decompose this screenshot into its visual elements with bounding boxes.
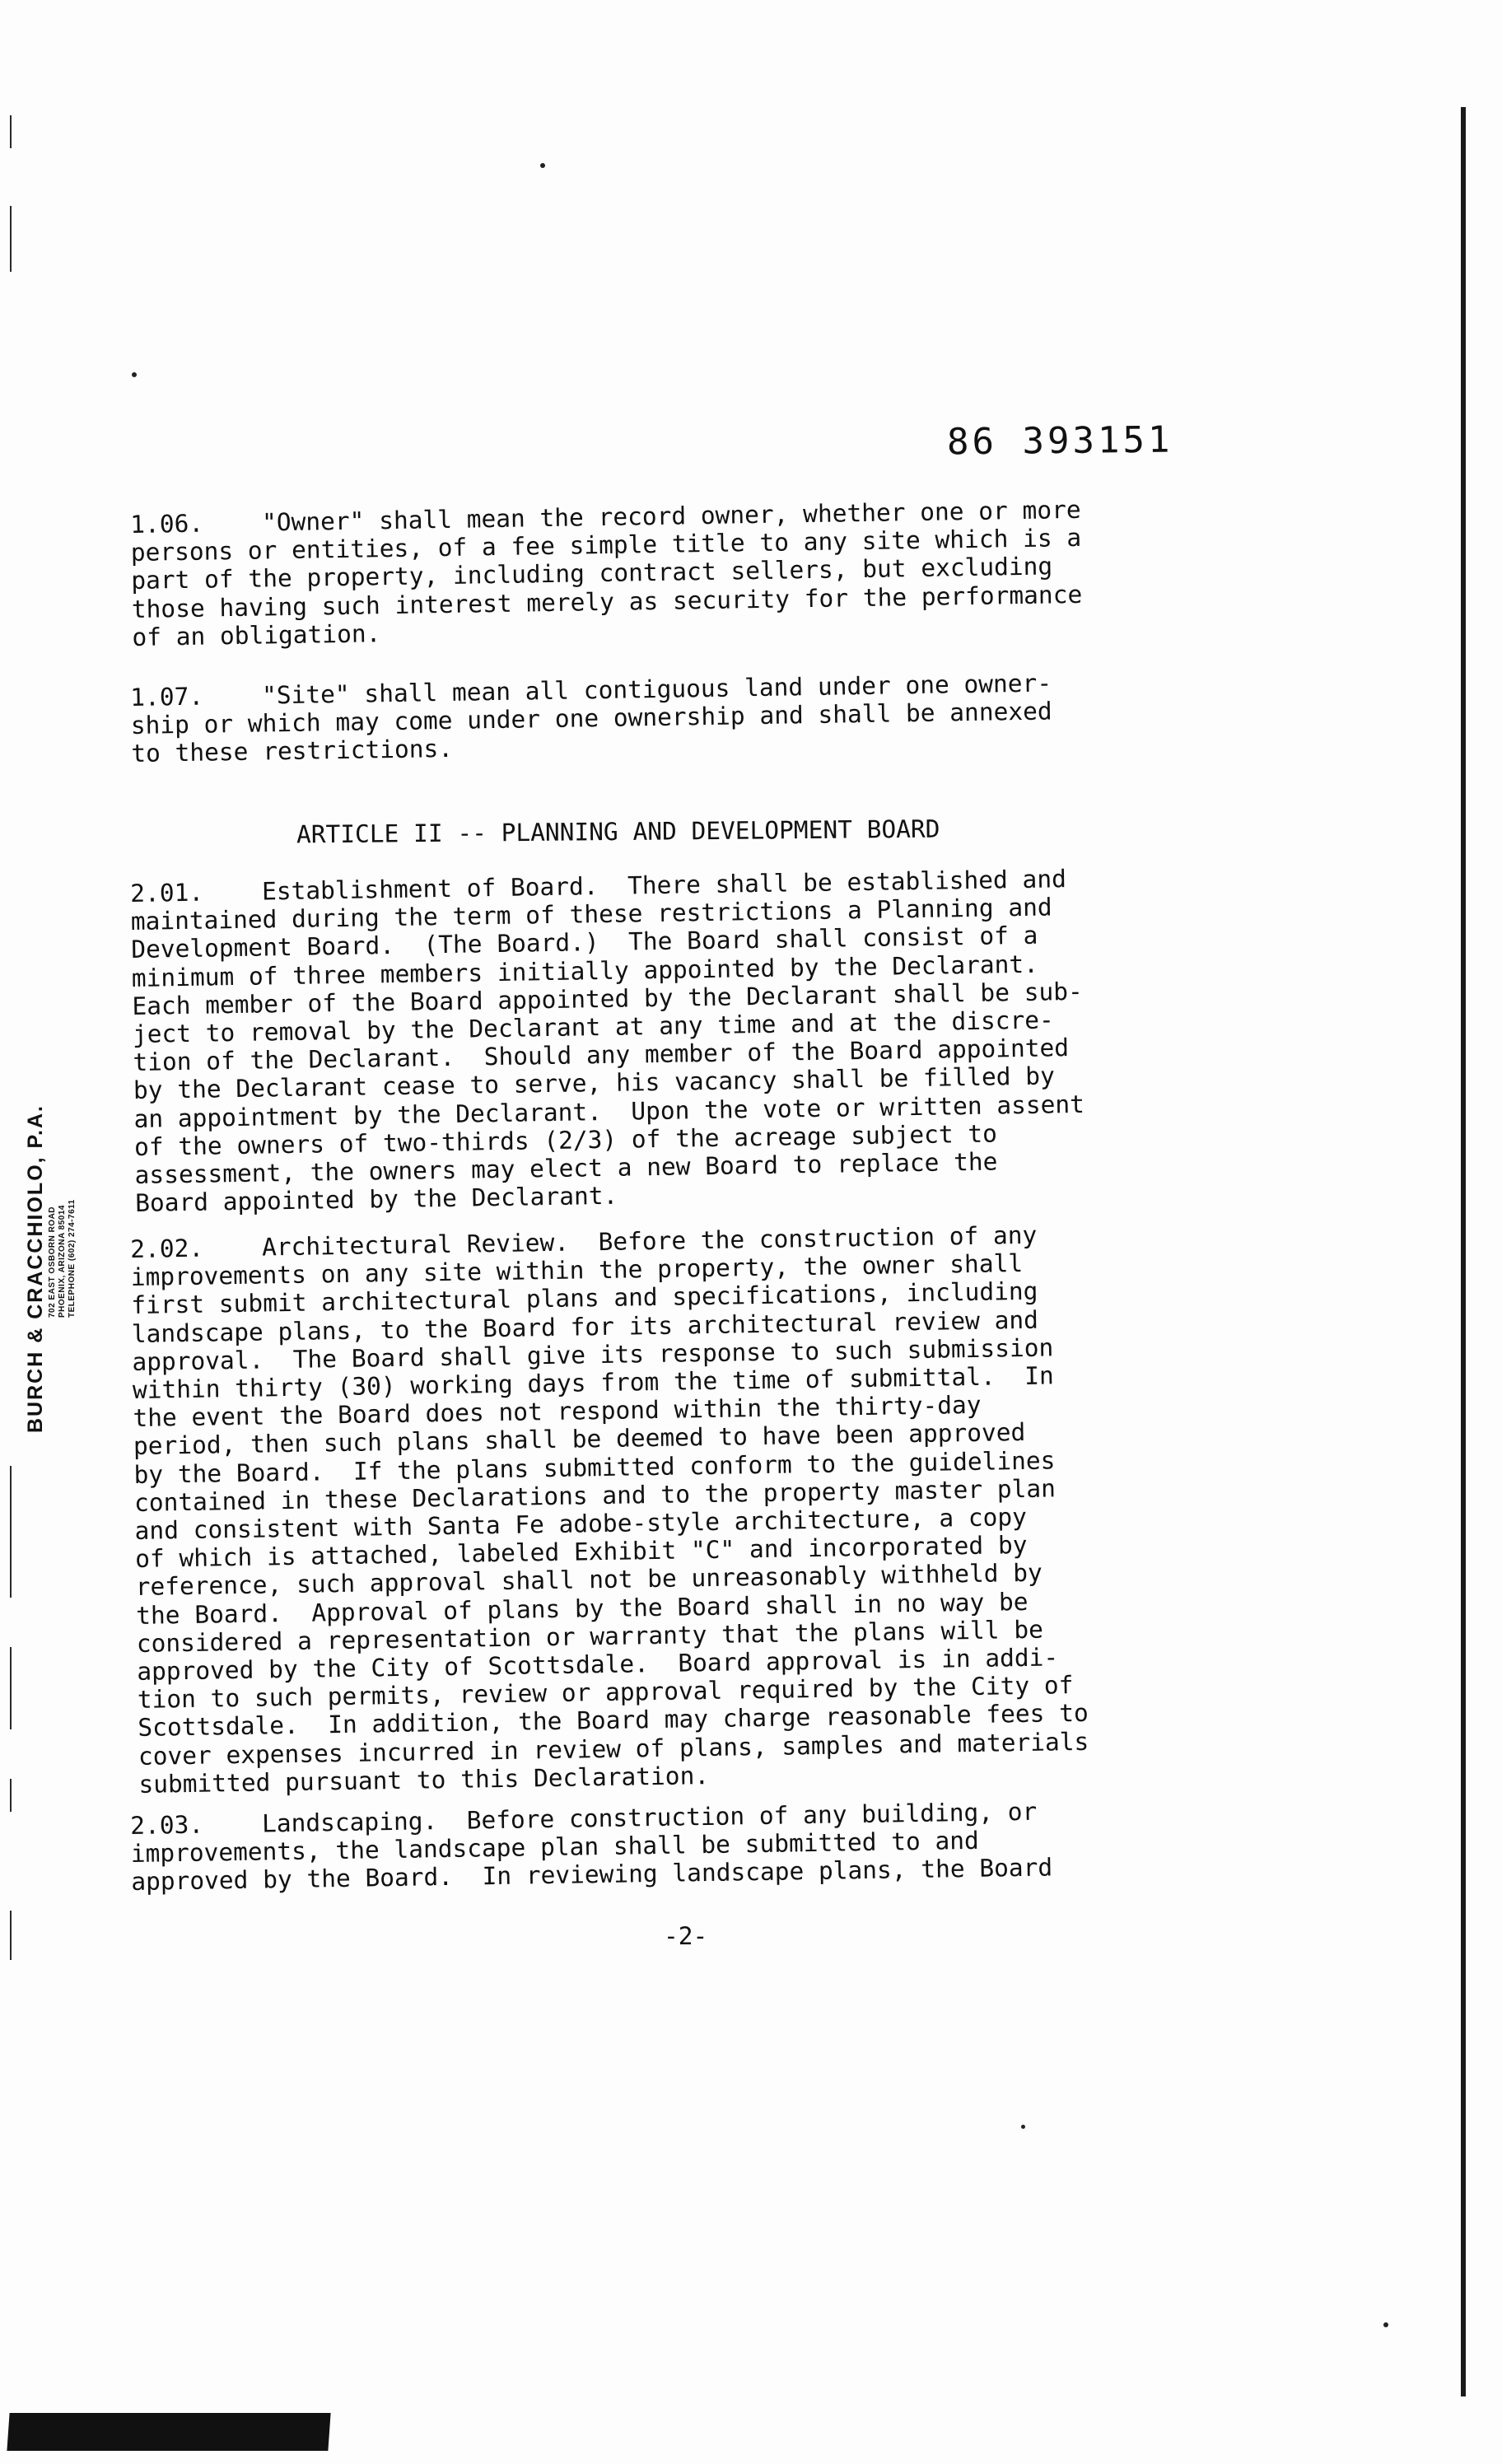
firm-name: BURCH & CRACCHIOLO, P.A. <box>24 1104 47 1433</box>
firm-address: 702 EAST OSBORN ROAD <box>48 1206 57 1318</box>
scan-bottom-bar <box>7 2413 330 2451</box>
scan-mark-left <box>10 1466 12 1598</box>
firm-city: PHOENIX, ARIZONA 85014 <box>58 1205 67 1318</box>
paragraph-2-03: 2.03. Landscaping. Before construction of any building, or improvements, the landscape plan shall be submitted to and approved by the Board. In reviewing landscape plans, the Board <box>130 1797 1053 1897</box>
firm-phone: TELEPHONE (602) 274-7611 <box>68 1199 77 1318</box>
page-number: -2- <box>664 1922 708 1950</box>
paragraph-1-07: 1.07. "Site" shall mean all contiguous land under one owner- ship or which may come under one ownership and shall be annexed to these restrictions. <box>130 669 1052 768</box>
paragraph-2-01: 2.01. Establishment of Board. There shall be established and maintained during the term of these restrictions a Planning and Development Board. (The Board.) The Board shall consist of a minimum of three members initially appointed by the Declarant. Each member of the Board appointed by the Declarant shall be sub- ject to removal by the Declarant at any time and at the discre- tion of the Declarant. Should any member of the Board appointed by the Declarant cease to serve, his vacancy shall be filled by an appointment by the Declarant. Upon the vote or written assent of the owners of two-thirds (2/3) of the acreage subject to assessment, the owners may elect a new Board to replace the Board appointed by the Declarant. <box>130 865 1085 1218</box>
article-heading: ARTICLE II -- PLANNING AND DEVELOPMENT BOARD <box>296 814 940 849</box>
scan-mark-left <box>10 206 12 272</box>
paragraph-2-02: 2.02. Architectural Review. Before the construction of any improvements on any site within the property, the owner shall first submit architectural plans and specifications, including landscape plans, to the Board for its architectural review and approval. The Board shall give its response to such submission within thirty (30) working days from the time of submittal. In the event the Board does not respond within the thirty-day period, then such plans shall be deemed to have been approved by the Board. If the plans submitted conform to the guidelines contained in these Declarations and to the property master plan and consistent with Santa Fe adobe-style architecture, a copy of which is attached, labeled Exhibit "C" and incorporated by reference, such approval shall not be unreasonably withheld by the Board. Approval of plans by the Board shall in no way be considered a representation or warranty that the plans will be approved by the City of Scottsdale. Board approval is in addi- tion to such permits, review or approval required by the City of Scottsdale. In addition, the Board may charge reasonable fees to cover expenses incurred in review of plans, samples and materials submitted pursuant to this Declaration. <box>130 1220 1089 1799</box>
document-number: 86 393151 <box>946 418 1173 464</box>
scan-speck <box>1021 2125 1025 2129</box>
scan-edge-right <box>1461 107 1466 2396</box>
scan-mark-left <box>10 1911 12 1960</box>
scan-speck <box>540 163 545 168</box>
scan-speck <box>1383 2322 1388 2327</box>
scan-speck <box>132 372 137 377</box>
paragraph-1-06: 1.06. "Owner" shall mean the record owner, whether one or more persons or entities, of a fee simple title to any site which is a part of the property, including contract sellers, but excluding those having such interest merely as security for the performance of an obligation. <box>130 495 1083 651</box>
scan-mark-left <box>10 1779 12 1812</box>
scan-mark-left <box>10 1647 12 1729</box>
firm-stamp <box>23 1005 77 1433</box>
scan-mark-left <box>10 115 12 148</box>
